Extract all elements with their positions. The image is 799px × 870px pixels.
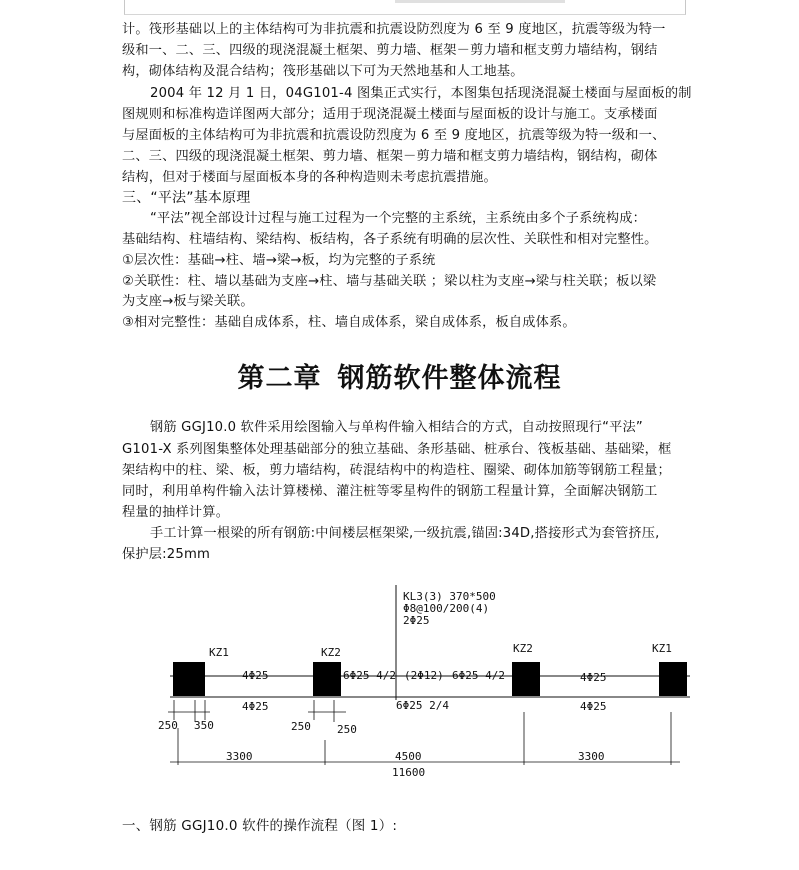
- paragraph-line: 同时，利用单构件输入法计算楼梯、灌注桩等零星构件的钢筋工程量计算，全面解决钢筋工: [122, 484, 658, 499]
- paragraph-line: 构，砌体结构及混合结构；筏形基础以下可为天然地基和人工地基。: [122, 64, 524, 79]
- paragraph-line: 级和一、二、三、四级的现浇混凝土框架、剪力墙、框架－剪力墙和框支剪力墙结构，钢结: [122, 43, 658, 58]
- total-length-label: 11600: [392, 766, 426, 779]
- column-block: [512, 662, 540, 696]
- column-block: [173, 662, 205, 696]
- offset-label: 350: [194, 719, 214, 732]
- top-rebar-label: 6Φ25 4/2: [343, 669, 396, 682]
- list-item: ①层次性：基础→柱、墙→梁→板，均为完整的子系统: [122, 253, 436, 268]
- offset-label: 250: [158, 719, 178, 732]
- offset-label: 250: [291, 720, 311, 733]
- bottom-rebar-label: 4Φ25: [580, 700, 607, 713]
- column-label: KZ2: [513, 642, 533, 655]
- offset-label: 250: [337, 723, 357, 736]
- paragraph-line: 二、三、四级的现浇混凝土框架、剪力墙、框架－剪力墙和框支剪力墙结构，钢结构，砌体: [122, 149, 658, 164]
- chapter-number: 第二章: [237, 363, 322, 394]
- span-label: 4500: [395, 750, 422, 763]
- paragraph-line: 结构，但对于楼面与屋面板本身的各种构造则未考虑抗震措施。: [122, 170, 497, 185]
- paragraph-line: 架结构中的柱、梁、板，剪力墙结构，砖混结构中的构造柱、圈梁、砌体加筋等钢筋工程量；: [122, 463, 671, 478]
- paragraph-line: 图规则和标准构造详图两大部分；适用于现浇混凝土楼面与屋面板的设计与施工。支承楼面: [122, 107, 658, 122]
- paragraph-line: 手工计算一根梁的所有钢筋:中间楼层框架梁,一级抗震,锚固:34D,搭接形式为套管挤压,: [150, 526, 660, 541]
- bottom-rebar-label: 4Φ25: [242, 700, 269, 713]
- section-heading: 三、“平法”基本原理: [122, 190, 251, 206]
- paragraph-line: 基础结构、柱墙结构、梁结构、板结构，各子系统有明确的层次性、关联性和相对完整性。: [122, 232, 658, 247]
- span-label: 3300: [226, 750, 253, 763]
- section-heading: 一、钢筋 GGJ10.0 软件的操作流程（图 1）:: [122, 818, 398, 834]
- column-label: KZ1: [209, 646, 229, 659]
- paragraph-line: 2004 年 12 月 1 日，04G101-4 图集正式实行，本图集包括现浇混凝土楼面与屋面板的制: [150, 86, 692, 101]
- column-label: KZ1: [652, 642, 672, 655]
- list-item: ③相对完整性：基础自成体系，柱、墙自成体系，梁自成体系，板自成体系。: [122, 315, 576, 330]
- span-label: 3300: [578, 750, 605, 763]
- paragraph-line: 钢筋 GGJ10.0 软件采用绘图输入与单构件输入相结合的方式，自动按照现行“平法”: [150, 420, 643, 435]
- paragraph-line: 程量的抽样计算。: [122, 505, 230, 520]
- list-item: ②关联性：柱、墙以基础为支座→柱、墙与基础关联 ；梁以柱为支座→梁与柱关联；板以梁: [122, 274, 657, 289]
- paragraph-line: 计。筏形基础以上的主体结构可为非抗震和抗震设防烈度为 6 至 9 度地区，抗震等级为特一: [122, 22, 666, 37]
- column-block: [659, 662, 687, 696]
- paragraph-line: G101-X 系列图集整体处理基础部分的独立基础、条形基础、桩承台、筏板基础、基础梁，框: [122, 442, 672, 457]
- column-block: [313, 662, 341, 696]
- erection-bar-label: (2Φ12): [404, 669, 444, 682]
- paragraph-line: “平法”视全部设计过程与施工过程为一个完整的主系统，主系统由多个子系统构成：: [150, 211, 647, 226]
- beam-spec-label: KL3(3) 370*500: [403, 590, 496, 603]
- top-rebar-label: 4Φ25: [242, 669, 269, 682]
- paragraph-line: 保护层:25mm: [122, 547, 211, 562]
- top-rebar-label: 6Φ25 4/2: [452, 669, 505, 682]
- list-item: 为支座→板与梁关联。: [122, 294, 254, 309]
- top-rebar-label: 4Φ25: [580, 671, 607, 684]
- stirrup-spec-label: Φ8@100/200(4): [403, 602, 490, 615]
- paragraph-line: 与屋面板的主体结构可为非抗震和抗震设防烈度为 6 至 9 度地区，抗震等级为特一级和一、: [122, 128, 666, 143]
- column-label: KZ2: [321, 646, 341, 659]
- bottom-rebar-label: 6Φ25 2/4: [396, 699, 449, 712]
- top-bar-spec-label: 2Φ25: [403, 614, 430, 627]
- chapter-name: 钢筋软件整体流程: [337, 363, 562, 394]
